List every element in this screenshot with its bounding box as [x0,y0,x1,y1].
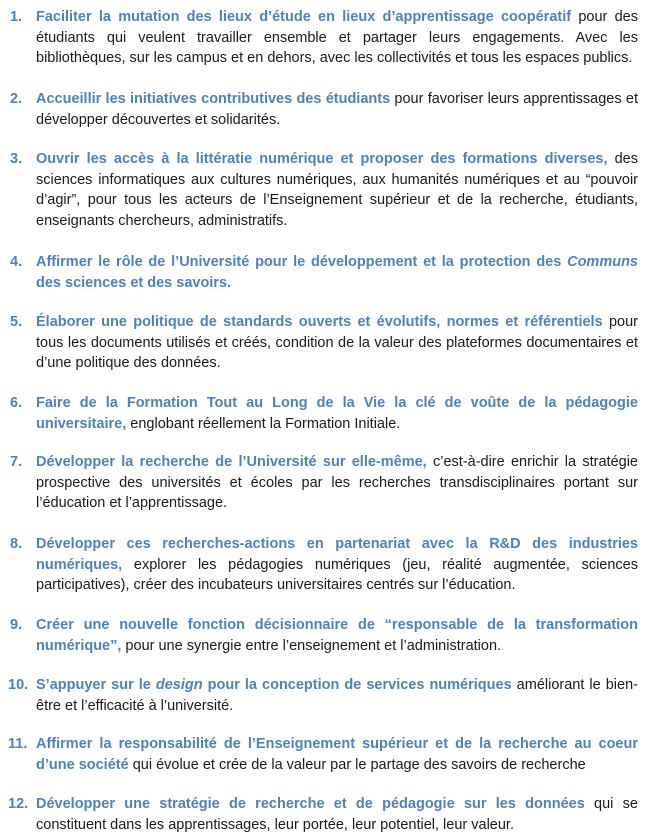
item-number: 9. [10,617,23,633]
list-item [0,7,652,69]
list-item [0,452,652,514]
item-text: améliorant le bien-être et l’efficacité à l’université. [36,677,638,714]
item-highlight: Affirmer le rôle de l’Université pour le développement et la protection des Communs des sciences et des savoirs. [36,254,638,291]
item-number: 1. [10,9,23,25]
item-number: 2. [10,91,23,107]
list-item [0,312,652,374]
item-number: 4. [10,254,23,270]
item-highlight: Faire de la Formation Tout au Long de la Vie la clé de voûte de la pédagogie universitaire, [36,395,638,432]
list-item [0,149,652,231]
list-item [0,89,652,130]
item-highlight: Accueillir les initiatives contributives des étudiants [36,91,391,107]
item-highlight: Faciliter la mutation des lieux d’étude en lieux d’apprentissage coopératif [36,9,572,25]
item-highlight: Créer une nouvelle fonction décisionnaire de “responsable de la transformation numérique”, [36,617,638,654]
communs-emphasis: Communs [567,254,638,270]
item-highlight: Ouvrir les accès à la littératie numérique et proposer des formations diverses, [36,151,608,167]
item-text: explorer les pédagogies numériques (jeu, réalité augmentée, sciences participatives), créer des incubateurs universitaires centrés sur l’éducation. [36,556,638,593]
item-number: 6. [10,395,23,411]
list-item [0,794,652,835]
design-emphasis: design [155,677,203,693]
list-item [0,675,652,716]
item-number: 11. [8,736,28,752]
item-highlight: Développer ces recherches-actions en partenariat avec la R&D des industries numériques, [36,536,638,573]
list-item [0,252,652,293]
item-highlight: Développer la recherche de l’Université sur elle-même, [36,454,427,470]
list-item [0,734,652,775]
item-text: c’est-à-dire enrichir la stratégie prospective des universités et écoles par les recherches transdisciplinaires portant sur l’éducation et l’apprentissage. [36,454,638,511]
item-number: 7. [10,454,23,470]
item-highlight: Élaborer une politique de standards ouverts et évolutifs, normes et référentiels [36,314,603,330]
item-text: pour des étudiants qui veulent travailler ensemble et partager leurs engagements. Avec les bibliothèques, sur les campus et en dehors, avec les collectivités et tous les espaces publics. [36,9,638,66]
item-text: pour favoriser leurs apprentissages et développer découvertes et solidarités. [36,91,638,128]
item-text: englobant réellement la Formation Initiale. [126,415,401,432]
item-highlight: S’appuyer sur le design pour la conception de services numériques [36,677,512,693]
item-number: 8. [10,536,23,552]
item-text: qui se constituent dans les apprentissages, leur portée, leur potentiel, leur valeur. [36,796,638,833]
list-item [0,615,652,656]
list-item [0,534,652,596]
item-text: qui évolue et crée de la valeur par le partage des savoirs de recherche [128,756,586,773]
item-text: pour une synergie entre l’enseignement et l’administration. [121,637,502,654]
item-highlight: Développer une stratégie de recherche et de pédagogie sur les données [36,796,585,812]
list-item [0,393,652,434]
item-highlight: Affirmer la responsabilité de l’Enseignement supérieur et de la recherche au coeur d’une société [36,736,638,773]
item-number: 10. [8,677,29,693]
item-number: 3. [10,151,23,167]
item-text: des sciences informatiques aux cultures numériques, aux humanités numériques et au “pouvoir d’agir”, pour tous les acteurs de l’Enseignement supérieur et de la recherche, étudiants, enseignants chercheurs, administratifs. [36,151,638,229]
item-text: pour tous les documents utilisés et créés, condition de la valeur des plateformes documentaires et d’une politique des données. [36,314,638,371]
item-number: 5. [10,314,23,330]
item-number: 12. [8,796,29,812]
